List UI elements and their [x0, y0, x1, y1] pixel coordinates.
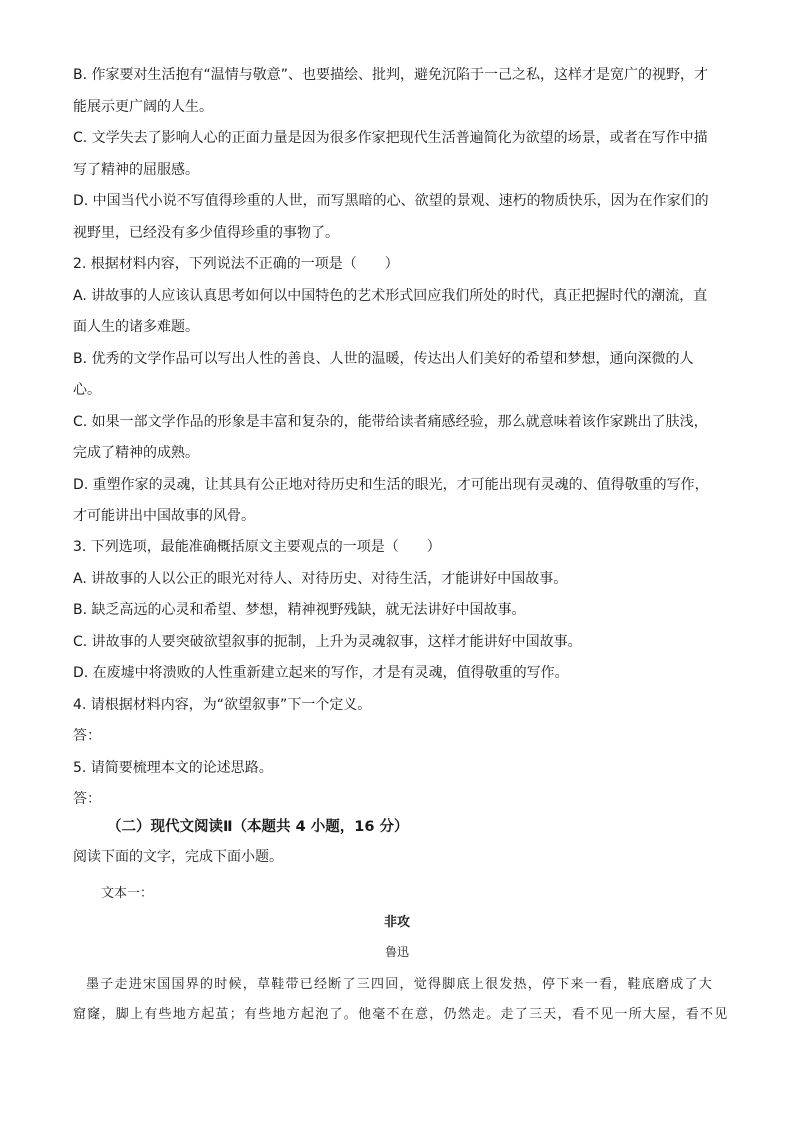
reading-instruction: 阅读下面的文字，完成下面小题。 [73, 849, 283, 865]
option-d-line-2: 视野里，已经没有多少值得珍重的事物了。 [73, 225, 339, 241]
option-b-line-1: B. 作家要对生活抱有“温情与敬意”、也要描绘、批判，避免沉陷于一己之私，这样才是宽广的视野，才 [73, 67, 709, 83]
q2-option-c-line-1: C. 如果一部文学作品的形象是丰富和复杂的，能带给读者痛感经验，那么就意味着该作家跳出了肤浅， [73, 414, 708, 430]
question-4: 4. 请根据材料内容，为“欲望叙事”下一个定义。 [73, 697, 372, 713]
q2-option-a-line-2: 面人生的诸多难题。 [73, 319, 199, 335]
answer-label-4: 答： [73, 728, 101, 744]
q2-option-b-line-1: B. 优秀的文学作品可以写出人性的善良、人世的温暖，传达出人们美好的希望和梦想，通向深微的人 [73, 351, 694, 367]
question-5: 5. 请简要梳理本文的论述思路。 [73, 760, 273, 776]
q2-option-c-line-2: 完成了精神的成熟。 [73, 445, 199, 461]
q3-option-d: D. 在废墟中将溃败的人性重新建立起来的写作，才是有灵魂，值得敬重的写作。 [73, 665, 569, 681]
story-title: 非攻 [383, 915, 410, 930]
question-2: 2. 根据材料内容，下列说法不正确的一项是（ ） [73, 256, 399, 272]
q2-option-a-line-1: A. 讲故事的人应该认真思考如何以中国特色的艺术形式回应我们所处的时代，真正把握时代的潮流，直 [73, 288, 708, 304]
question-3: 3. 下列选项，最能准确概括原文主要观点的一项是（ ） [73, 539, 441, 555]
option-b-line-2: 能展示更广阔的人生。 [73, 99, 213, 115]
q3-option-a: A. 讲故事的人以公正的眼光对待人、对待历史、对待生活，才能讲好中国故事。 [73, 571, 568, 587]
option-c-line-2: 写了精神的屈服感。 [73, 162, 199, 178]
option-d-line-1: D. 中国当代小说不写值得珍重的人世，而写黑暗的心、欲望的景观、速朽的物质快乐，因为在作家们的 [73, 193, 709, 209]
q2-option-b-line-2: 心。 [73, 382, 101, 398]
q3-option-c: C. 讲故事的人要突破欲望叙事的扼制，上升为灵魂叙事，这样才能讲好中国故事。 [73, 634, 582, 650]
story-author: 鲁迅 [384, 945, 409, 959]
story-paragraph-line-1: 墨子走进宋国国界的时候，草鞋带已经断了三四回，觉得脚底上很发热，停下来一看，鞋底磨成了大 [86, 977, 714, 992]
text-one-label: 文本一： [101, 886, 154, 901]
q2-option-d-line-2: 才可能讲出中国故事的风骨。 [73, 508, 255, 524]
q3-option-b: B. 缺乏高远的心灵和希望、梦想，精神视野残缺，就无法讲好中国故事。 [73, 602, 526, 618]
answer-label-5: 答： [73, 791, 101, 807]
story-paragraph-line-2: 窟窿，脚上有些地方起茧；有些地方起泡了。他毫不在意，仍然走。走了三天，看不见一所大屋，看不见 [73, 1007, 729, 1022]
q2-option-d-line-1: D. 重塑作家的灵魂，让其具有公正地对待历史和生活的眼光，才可能出现有灵魂的、值得敬重的写作， [73, 477, 709, 493]
section-heading: （二）现代文阅读Ⅱ（本题共 4 小题，16 分） [107, 819, 409, 835]
option-c-line-1: C. 文学失去了影响人心的正面力量是因为很多作家把现代生活普遍简化为欲望的场景，或者在写作中描 [73, 130, 708, 146]
